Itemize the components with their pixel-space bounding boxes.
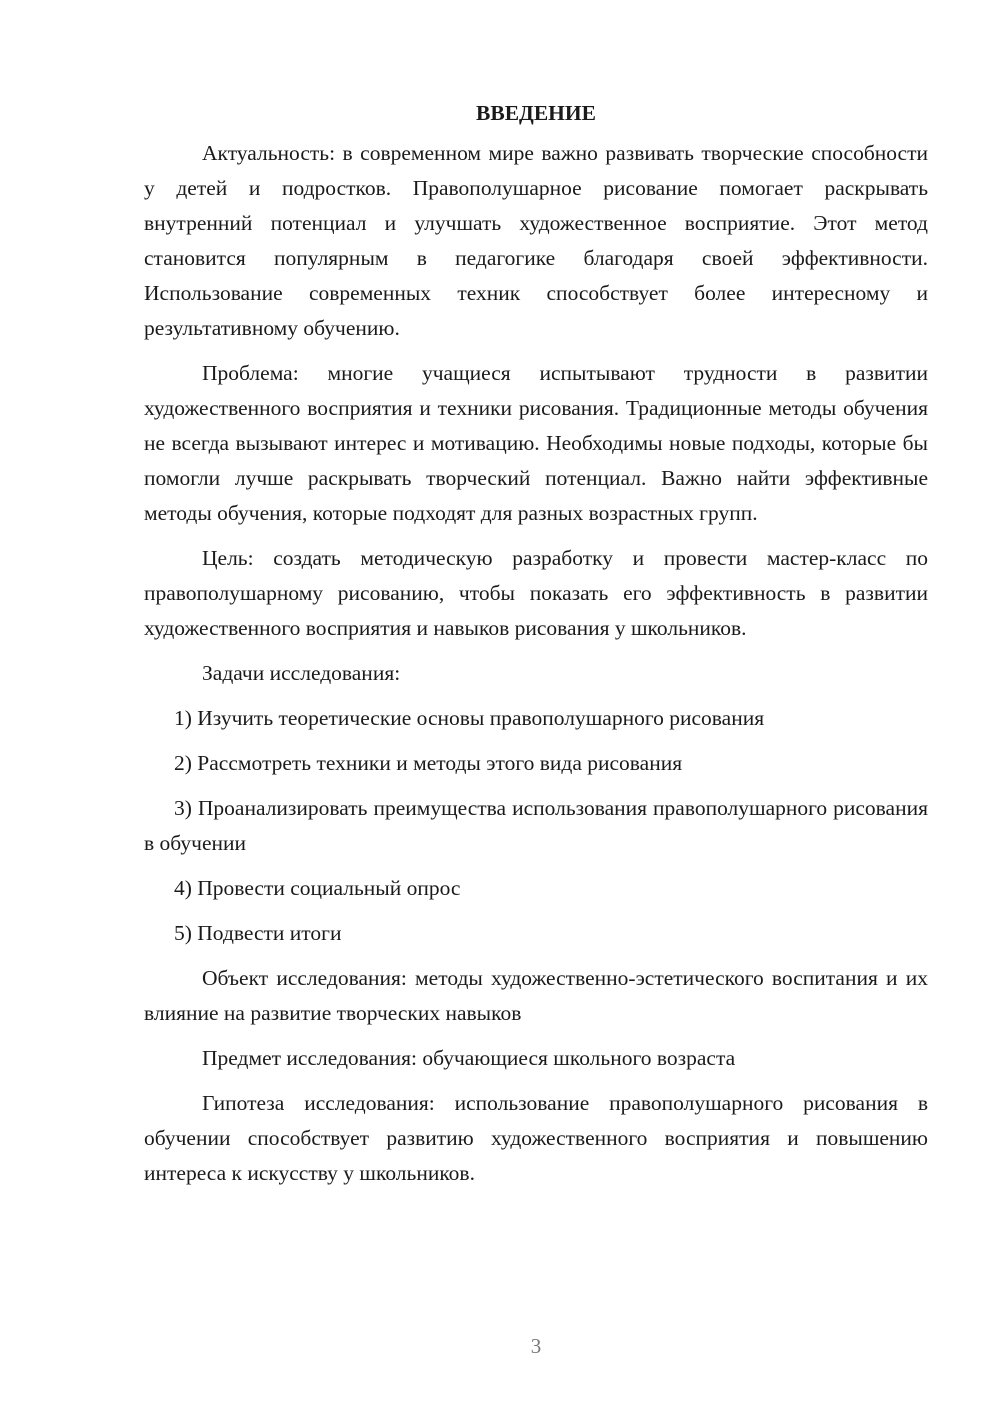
document-page	[144, 96, 928, 1201]
tasks-heading: Задачи исследования:	[202, 661, 401, 685]
task-item-5: 5) Подвести итоги	[174, 921, 342, 945]
task-item-2: 2) Рассмотреть техники и методы этого вида рисования	[174, 751, 683, 775]
subject-paragraph: Предмет исследования: обучающиеся школьного возраста	[202, 1046, 736, 1070]
page-number: 3	[530, 1334, 542, 1358]
section-title: ВВЕДЕНИЕ	[476, 101, 596, 125]
object-paragraph: Объект исследования: методы художественно-эстетического воспитания и их влияние на развитие творческих навыков	[144, 966, 928, 1025]
problem-paragraph: Проблема: многие учащиеся испытывают трудности в развитии художественного восприятия и техники рисования. Традиционные методы обучения не всегда вызывают интерес и мотивацию. Необходимы новые подходы, которые бы помогли лучше раскрывать творческий потенциал. Важно найти эффективные методы обучения, которые подходят для разных возрастных групп.	[144, 361, 928, 525]
goal-paragraph: Цель: создать методическую разработку и провести мастер-класс по правополушарному рисованию, чтобы показать его эффективность в развитии художественного восприятия и навыков рисования у школьников.	[144, 546, 928, 640]
hypothesis-paragraph: Гипотеза исследования: использование правополушарного рисования в обучении способствует развитию художественного восприятия и повышению интереса к искусству у школьников.	[144, 1091, 928, 1185]
relevance-paragraph: Актуальность: в современном мире важно развивать творческие способности у детей и подростков. Правополушарное рисование помогает раскрывать внутренний потенциал и улучшать художественное восприятие. Этот метод становится популярным в педагогике благодаря своей эффективности. Использование современных техник способствует более интересному и результативному обучению.	[144, 141, 928, 340]
task-item-1: 1) Изучить теоретические основы правополушарного рисования	[174, 706, 765, 730]
task-item-3: 3) Проанализировать преимущества использования правополушарного рисования в обучении	[144, 796, 928, 855]
task-item-4: 4) Провести социальный опрос	[174, 876, 461, 900]
